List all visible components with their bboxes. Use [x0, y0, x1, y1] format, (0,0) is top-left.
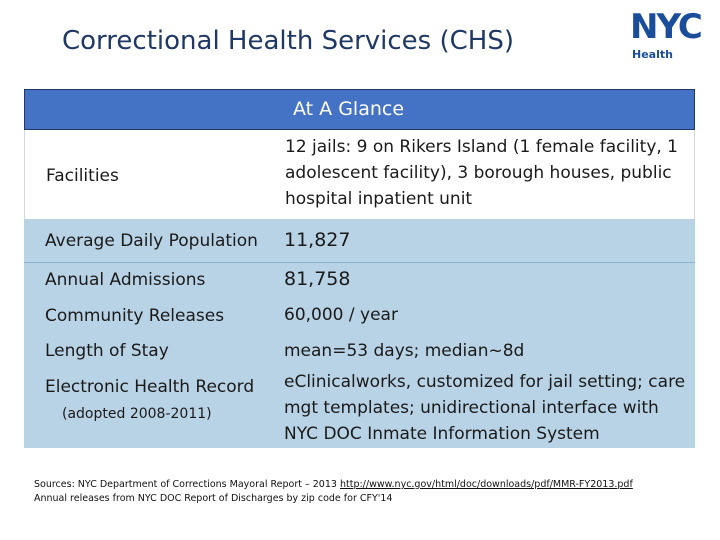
source-line-2: Annual releases from NYC DOC Report of Discharges by zip code for CFY'14: [34, 493, 393, 504]
source-link[interactable]: http://www.nyc.gov/html/doc/downloads/pdf/MMR-FY2013.pdf: [339, 479, 633, 490]
row-value: 81,758: [284, 268, 351, 290]
table-row-admissions: [24, 263, 695, 297]
row-value: eClinicalworks, customized for jail setting; care mgt templates; unidirectional interface with NYC DOC Inmate Information System: [284, 372, 686, 444]
row-label: Electronic Health Record: [45, 377, 255, 397]
row-value: 11,827: [284, 229, 351, 251]
source-text: Sources: NYC Department of Corrections Mayoral Report – 2013: [34, 479, 337, 490]
table-row-length-of-stay: [24, 333, 695, 367]
table-row-facilities: [24, 130, 695, 219]
row-label: Length of Stay: [45, 341, 169, 361]
table-header: [24, 89, 695, 130]
logo-sub: Health: [632, 48, 673, 61]
row-label: Annual Admissions: [45, 270, 206, 290]
row-label: Average Daily Population: [45, 231, 258, 251]
table-row-ehr: [24, 367, 695, 448]
table-row-adp: [24, 219, 695, 262]
row-value: 60,000 / year: [284, 305, 398, 325]
source-line-1: [34, 478, 633, 492]
table-row-releases: [24, 297, 695, 333]
slide-title: Correctional Health Services (CHS): [62, 26, 514, 56]
logo-brand: NYC: [630, 7, 701, 47]
at-a-glance-table: [24, 89, 695, 447]
row-sublabel: (adopted 2008-2011): [62, 406, 212, 422]
row-label: Community Releases: [45, 306, 225, 326]
row-value: 12 jails: 9 on Rikers Island (1 female facility, 1 adolescent facility), 3 borough houses, public hospital inpatient unit: [285, 137, 679, 209]
table-header-label: At A Glance: [293, 98, 405, 120]
row-divider: [24, 262, 695, 263]
sources-footnote: [34, 478, 633, 506]
row-value: mean=53 days; median~8d: [284, 341, 525, 361]
nyc-health-logo: [630, 8, 718, 62]
row-label: Facilities: [46, 166, 119, 186]
